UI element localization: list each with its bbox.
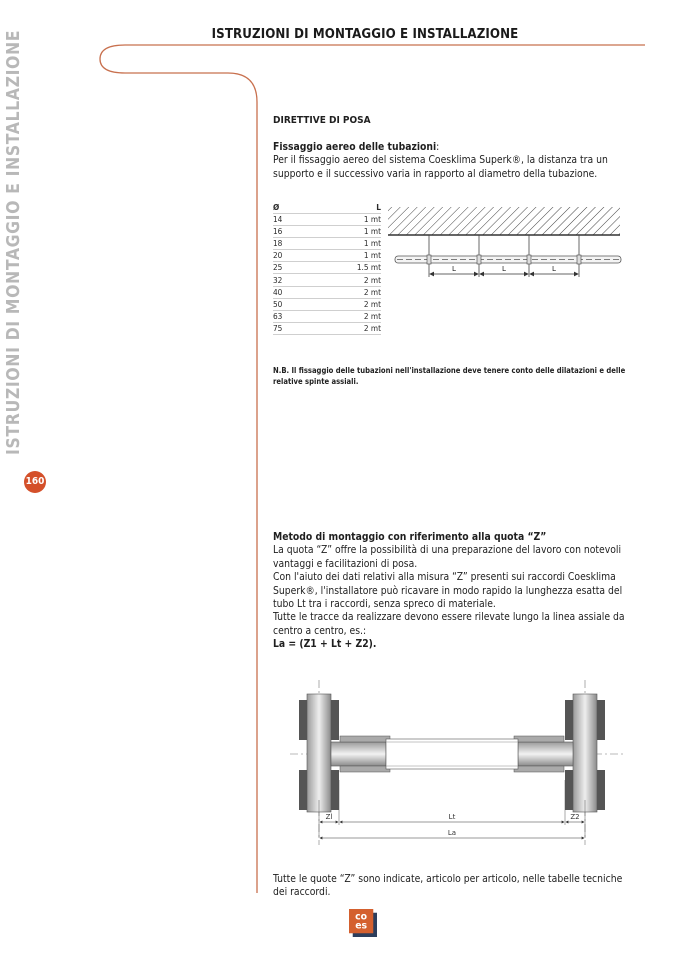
table-row <box>273 322 381 334</box>
table-row <box>273 238 381 250</box>
fissaggio-block <box>273 141 635 181</box>
logo-line2: es <box>355 920 368 932</box>
metodo-block <box>273 531 635 652</box>
connecting-tube <box>386 739 518 769</box>
left-tee-fitting <box>299 694 390 812</box>
metodo-paragraph: La quota “Z” offre la possibilità di una preparazione del lavoro con notevoli vantaggi e facilitazioni di posa. <box>273 544 622 570</box>
logo-line1: co <box>355 911 368 923</box>
length-cell: 1 mt <box>303 250 381 262</box>
spacing-label: L <box>452 265 456 273</box>
metodo-paragraph: Tutte le tracce da realizzare devono essere rilevate lungo la linea assiale da centro a centro, es.: <box>273 611 625 637</box>
length-cell: 2 mt <box>303 310 381 322</box>
sidebar-vertical-title: ISTRUZIONI DI MONTAGGIO E INSTALLAZIONE <box>4 29 24 455</box>
right-tee-fitting <box>514 694 605 812</box>
table-header-row <box>273 202 381 214</box>
length-cell: 1 mt <box>303 238 381 250</box>
fissaggio-heading: Fissaggio aereo delle tubazioni <box>273 141 437 153</box>
length-cell: 1.5 mt <box>303 262 381 274</box>
column-header-length: L <box>303 202 381 214</box>
page-number-badge: 160 <box>24 471 46 493</box>
diameter-cell: 16 <box>273 226 303 238</box>
la-label: La <box>447 829 457 837</box>
section-title: DIRETTIVE DI POSA <box>273 115 371 126</box>
coes-logo <box>349 909 377 937</box>
length-cell: 2 mt <box>303 286 381 298</box>
z2-label: Z2 <box>570 813 580 821</box>
table-row <box>273 250 381 262</box>
diameter-cell: 18 <box>273 238 303 250</box>
ceiling-hatch <box>388 207 620 235</box>
diameter-cell: 14 <box>273 214 303 226</box>
length-cell: 2 mt <box>303 322 381 334</box>
fissaggio-body: Per il fissaggio aereo del sistema Coesklima Superk®, la distanza tra un supporto e il successivo varia in rapporto al diametro della tubazione. <box>273 154 608 180</box>
length-cell: 2 mt <box>303 274 381 286</box>
diameter-cell: 75 <box>273 322 303 334</box>
diameter-cell: 63 <box>273 310 303 322</box>
table-row <box>273 226 381 238</box>
length-cell: 2 mt <box>303 298 381 310</box>
length-cell: 1 mt <box>303 214 381 226</box>
metodo-formula: La = (Z1 + Lt + Z2). <box>273 638 377 651</box>
table-row <box>273 286 381 298</box>
column-header-diameter: Ø <box>273 202 303 214</box>
fitting-z-diagram <box>285 680 630 845</box>
table-row <box>273 310 381 322</box>
table-row <box>273 298 381 310</box>
metodo-paragraph: Con l'aiuto dei dati relativi alla misura “Z” presenti sui raccordi Coesklima Superk®, l'installatore può ricavare in modo rapido la lunghezza esatta del tubo Lt tra i raccordi, senza spreco di materiale. <box>273 571 623 611</box>
page-header-title: ISTRUZIONI DI MONTAGGIO E INSTALLAZIONE <box>211 27 519 42</box>
diameter-cell: 40 <box>273 286 303 298</box>
lt-label: Lt <box>448 813 456 821</box>
spacing-label: L <box>552 265 556 273</box>
metodo-heading: Metodo di montaggio con riferimento alla quota “Z” <box>273 531 547 543</box>
diameter-cell: 25 <box>273 262 303 274</box>
diameter-cell: 50 <box>273 298 303 310</box>
footer-note: Tutte le quote “Z” sono indicate, articolo per articolo, nelle tabelle tecniche dei raccordi. <box>273 873 623 899</box>
installation-note: N.B. Il fissaggio delle tubazioni nell'installazione deve tenere conto delle dilatazioni e delle relative spinte assiali. <box>273 366 626 386</box>
table-row <box>273 262 381 274</box>
diameter-cell: 32 <box>273 274 303 286</box>
table-row <box>273 274 381 286</box>
diameter-cell: 20 <box>273 250 303 262</box>
length-cell: 1 mt <box>303 226 381 238</box>
fissaggio-heading-colon: : <box>436 141 440 153</box>
support-spacing-diagram <box>385 205 625 280</box>
support-spacing-table <box>273 202 381 335</box>
table-row <box>273 214 381 226</box>
z1-label: Zl <box>325 813 333 821</box>
spacing-label: L <box>502 265 506 273</box>
